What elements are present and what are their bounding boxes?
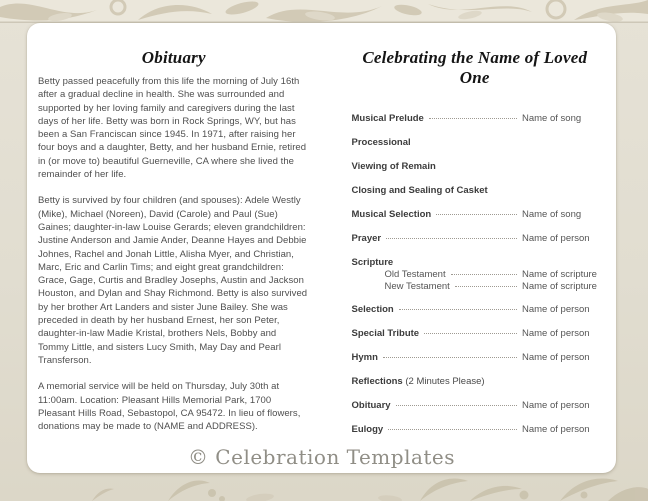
program-item-value: Name of person xyxy=(522,352,590,363)
floral-border-bottom xyxy=(0,473,648,501)
order-of-service-page xyxy=(322,23,617,473)
program-item-line xyxy=(352,257,599,269)
program-item-line xyxy=(352,137,599,149)
program-item-line xyxy=(352,304,599,316)
program-item-label: Old Testament xyxy=(384,269,446,280)
dotted-leader xyxy=(455,286,517,287)
program-item-label: Hymn xyxy=(351,352,378,363)
program-item-line xyxy=(352,113,599,125)
dotted-leader xyxy=(396,405,517,406)
obituary-paragraph: A memorial service will be held on Thursday, July 30th at 11:00am. Location: Pleasant Hills Memorial Park, 1700 Pleasant Hills Road, Sebastopol, CA 95472. In lieu of flowers, donations may be made to (NAME and ADDRESS). xyxy=(38,381,301,433)
program-item-line xyxy=(352,209,599,221)
program-item-line xyxy=(352,424,599,436)
program-item-value: Name of song xyxy=(522,209,582,220)
program-item-line xyxy=(352,352,599,364)
program-item-label: Musical Prelude xyxy=(351,113,424,124)
program-item-label: Eulogy xyxy=(351,424,384,435)
program-item-value: Name of person xyxy=(522,424,590,435)
program-item-label: Closing and Sealing of Casket xyxy=(351,185,488,196)
program-item-label: Musical Selection xyxy=(351,209,432,220)
program-item-label: Prayer xyxy=(351,233,382,244)
program-item-value: Name of person xyxy=(522,233,590,244)
program-item-label: New Testament xyxy=(384,280,450,292)
dotted-leader xyxy=(399,309,517,310)
program-item xyxy=(352,352,599,364)
program-item xyxy=(352,424,599,436)
program-item-label: Special Tribute xyxy=(351,328,420,339)
dotted-leader xyxy=(388,429,517,430)
program-item-label: Obituary xyxy=(351,400,391,411)
floral-border-top xyxy=(0,0,648,23)
obituary-page-title: Obituary xyxy=(141,48,206,67)
program-item-label: Processional xyxy=(351,137,411,148)
program-item-label: Viewing of Remain xyxy=(351,161,436,172)
program-item-line xyxy=(352,161,599,173)
program-item-line xyxy=(352,233,599,245)
program-item-value: Name of scripture xyxy=(522,269,597,280)
program-item-note: (2 Minutes Please) xyxy=(402,376,485,387)
program-item-value: Name of person xyxy=(522,400,590,411)
program-item xyxy=(352,328,599,340)
dotted-leader xyxy=(424,333,517,334)
program-subitem xyxy=(352,269,599,281)
obituary-paragraph: Betty passed peacefully from this life the morning of July 16th after a gradual decline in health. She was surrounded and supported by her loving family and caregivers during the last days of her life. Betty was born in Rock Springs, WY, but has been a San Franciscan since 1945. In 1971, after raising her four boys and a daughter, Betty, and her husband Ernie, retired in (or move to) beautiful Guerneville, CA where she lived the remainder of her life. xyxy=(38,76,307,181)
program-item xyxy=(352,161,599,173)
program-item-value: Name of person xyxy=(522,304,590,315)
program-item xyxy=(352,209,599,221)
dotted-leader xyxy=(436,214,517,215)
obituary-paragraph: Betty is survived by four children (and spouses): Adele Westly (Mike), Michael (Noreen), David (Carole) and Paul (Sue) Gaines; daughter-in-law Louise Gerards; eleven grandchildren: Justine Anderson and Jamie Ander, Deanne Hayes and Debbie Johnes, Rachel and Jonah Little, Alisha Myer, and Christian, Marc, Eric and Carlin Tims; and eight great grandchildren: Grace, Gage, Curtis and Bradley Josephs, Austin and Jackson Houston, and Dylan and Shay Richmond. Betty is also survived by her brother Art Landers and sister June Bailey. She was preceded in death by her husband Ernest, her son Peter, daughter-in-law Madie Kristal, brothers Nels, Bobby and Tommy Little, and sisters Lucy Smith, May Day and Pearl Transferson. xyxy=(38,195,308,366)
program-item-line xyxy=(352,400,599,412)
obituary-text xyxy=(38,75,310,433)
program-item xyxy=(352,257,599,292)
program-list xyxy=(352,113,599,436)
program-item-line xyxy=(352,376,599,388)
service-page-title: Celebrating the Name of Loved One xyxy=(362,48,588,87)
watermark-text: © Celebration Templates xyxy=(187,445,456,469)
program-item-line xyxy=(352,185,599,197)
program-item xyxy=(352,233,599,245)
program-item xyxy=(352,400,599,412)
program-item-value: Name of scripture xyxy=(522,280,597,292)
program-item-line xyxy=(352,328,599,340)
program-item xyxy=(352,137,599,149)
dotted-leader xyxy=(386,238,517,239)
program-item-label: Selection xyxy=(351,304,394,315)
program-item xyxy=(352,304,599,316)
program-spread xyxy=(27,23,616,473)
program-item-value: Name of person xyxy=(522,328,590,339)
dotted-leader xyxy=(451,274,517,275)
program-item xyxy=(352,376,599,388)
dotted-leader xyxy=(429,118,517,119)
program-item-value: Name of song xyxy=(522,113,582,124)
program-subitem xyxy=(352,281,599,293)
program-item xyxy=(352,185,599,197)
program-item-label: Reflections xyxy=(351,376,403,387)
program-item-label: Scripture xyxy=(351,257,394,268)
dotted-leader xyxy=(383,357,517,358)
obituary-page xyxy=(27,23,322,473)
program-item xyxy=(352,113,599,125)
